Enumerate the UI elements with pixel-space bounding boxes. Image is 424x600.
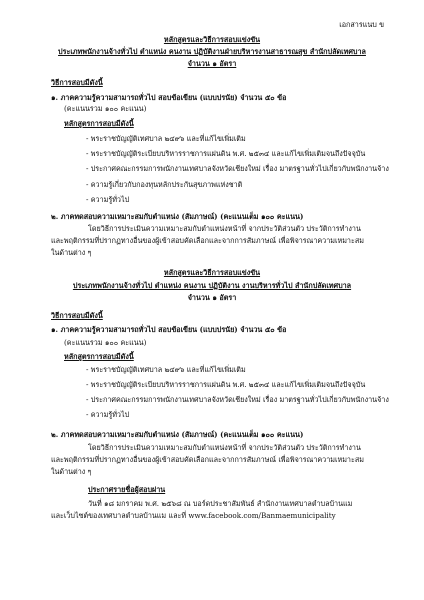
section2-para: ในด้านต่าง ๆ [51,467,92,476]
section1-curriculum-heading: หลักสูตรการสอบมีดังนี้ [64,119,134,128]
attachment-label: เอกสารแนบ ข [339,20,384,29]
section2-item: - ความรู้ทั่วไป [86,410,130,419]
section1-item: - ความรู้ทั่วไป [86,195,130,204]
section1-item: - ความรู้เกี่ยวกับกองทุนหลักประกันสุขภาพแห่งชาติ [86,180,243,189]
section1-part1: ๑. ภาคความรู้ความสามารถทั่วไป สอบข้อเขียน (แบบปรนัย) จำนวน ๕๐ ข้อ [51,93,287,102]
announce-line-with-url[interactable]: และเว็บไซต์ของเทศบาลตำบลบ้านแม และที่ www.facebook.com/Banmaemunicipality [51,511,336,520]
section2-item: - ประกาศคณะกรรมการพนักงานเทศบาลจังหวัดเชียงใหม่ เรื่อง มาตรฐานทั่วไปเกี่ยวกับพนักงานจ้าง [86,395,389,404]
section2-part1: ๑. ภาคความรู้ความสามารถทั่วไป สอบข้อเขียน (แบบปรนัย) จำนวน ๕๐ ข้อ [51,325,287,334]
section2-method-heading: วิธีการสอบมีดังนี้ [51,311,103,320]
section2-position: ประเภทพนักงานจ้างทั่วไป ตำแหน่ง คนงาน ปฏิบัติงาน งานบริหารทั่วไป สำนักปลัดเทศบาล [72,281,352,290]
section2-para: โดยวิธีการประเมินความเหมาะสมกับตำแหน่งหน้าที่ จากประวัติส่วนตัว ประวัติการทำงาน [88,443,361,452]
section2-part2: ๒. ภาคทดสอบความเหมาะสมกับตำแหน่ง (สัมภาษณ์) (คะแนนเต็ม ๑๐๐ คะแนน) [51,430,304,439]
section2-para: และพฤติกรรมที่ปรากฏทางอื่นของผู้เข้าสอบคัดเลือกและจากการสัมภาษณ์ เพื่อพิจารณาความเหมาะสม [51,455,364,464]
section1-part1-score: (คะแนนรวม ๑๐๐ คะแนน) [64,104,147,113]
section1-method-heading: วิธีการสอบมีดังนี้ [51,78,103,87]
section1-item: - พระราชบัญญัติเทศบาล ๒๔๙๖ และที่แก้ไขเพิ่มเติม [86,134,246,143]
section2-item: - พระราชบัญญัติระเบียบบริหารราชการแผ่นดิน พ.ศ. ๒๕๓๔ และแก้ไขเพิ่มเติมจนถึงปัจจุบัน [86,380,366,389]
section1-count: จำนวน ๑ อัตรา [187,59,237,68]
section2-count: จำนวน ๑ อัตรา [187,293,237,302]
section1-title: หลักสูตรและวิธีการสอบแข่งขัน [163,35,261,44]
section2-title: หลักสูตรและวิธีการสอบแข่งขัน [163,268,261,277]
section1-part2: ๒. ภาคทดสอบความเหมาะสมกับตำแหน่ง (สัมภาษณ์) (คะแนนเต็ม ๑๐๐ คะแนน) [51,212,304,221]
section1-item: - ประกาศคณะกรรมการพนักงานเทศบาลจังหวัดเชียงใหม่ เรื่อง มาตรฐานทั่วไปเกี่ยวกับพนักงานจ้าง [86,164,389,173]
section2-item: - พระราชบัญญัติเทศบาล ๒๔๙๖ และที่แก้ไขเพิ่มเติม [86,365,246,374]
section2-curriculum-heading: หลักสูตรการสอบมีดังนี้ [64,352,134,361]
section1-para: โดยวิธีการประเมินความเหมาะสมกับตำแหน่งหน้าที่ จากประวัติส่วนตัว ประวัติการทำงาน [88,224,361,233]
announce-line: วันที่ ๑๘ มกราคม พ.ศ. ๒๕๖๘ ณ บอร์ดประชาสัมพันธ์ สำนักงานเทศบาลตำบลบ้านแม [88,499,353,508]
section1-item: - พระราชบัญญัติระเบียบบริหารราชการแผ่นดิน พ.ศ. ๒๕๓๔ และแก้ไขเพิ่มเติมจนถึงปัจจุบัน [86,149,366,158]
section1-para: ในด้านต่าง ๆ [51,248,92,257]
section2-part1-score: (คะแนนรวม ๑๐๐ คะแนน) [64,338,147,347]
section1-position: ประเภทพนักงานจ้างทั่วไป ตำแหน่ง คนงาน ปฏิบัติงานฝ่ายบริหารงานสาธารณสุข สำนักปลัดเทศบาล [58,47,366,56]
section1-para: และพฤติกรรมที่ปรากฏทางอื่นของผู้เข้าสอบคัดเลือกและจากการสัมภาษณ์ เพื่อพิจารณาความเหมาะสม [51,236,364,245]
announce-heading: ประกาศรายชื่อผู้สอบผ่าน [88,485,166,494]
